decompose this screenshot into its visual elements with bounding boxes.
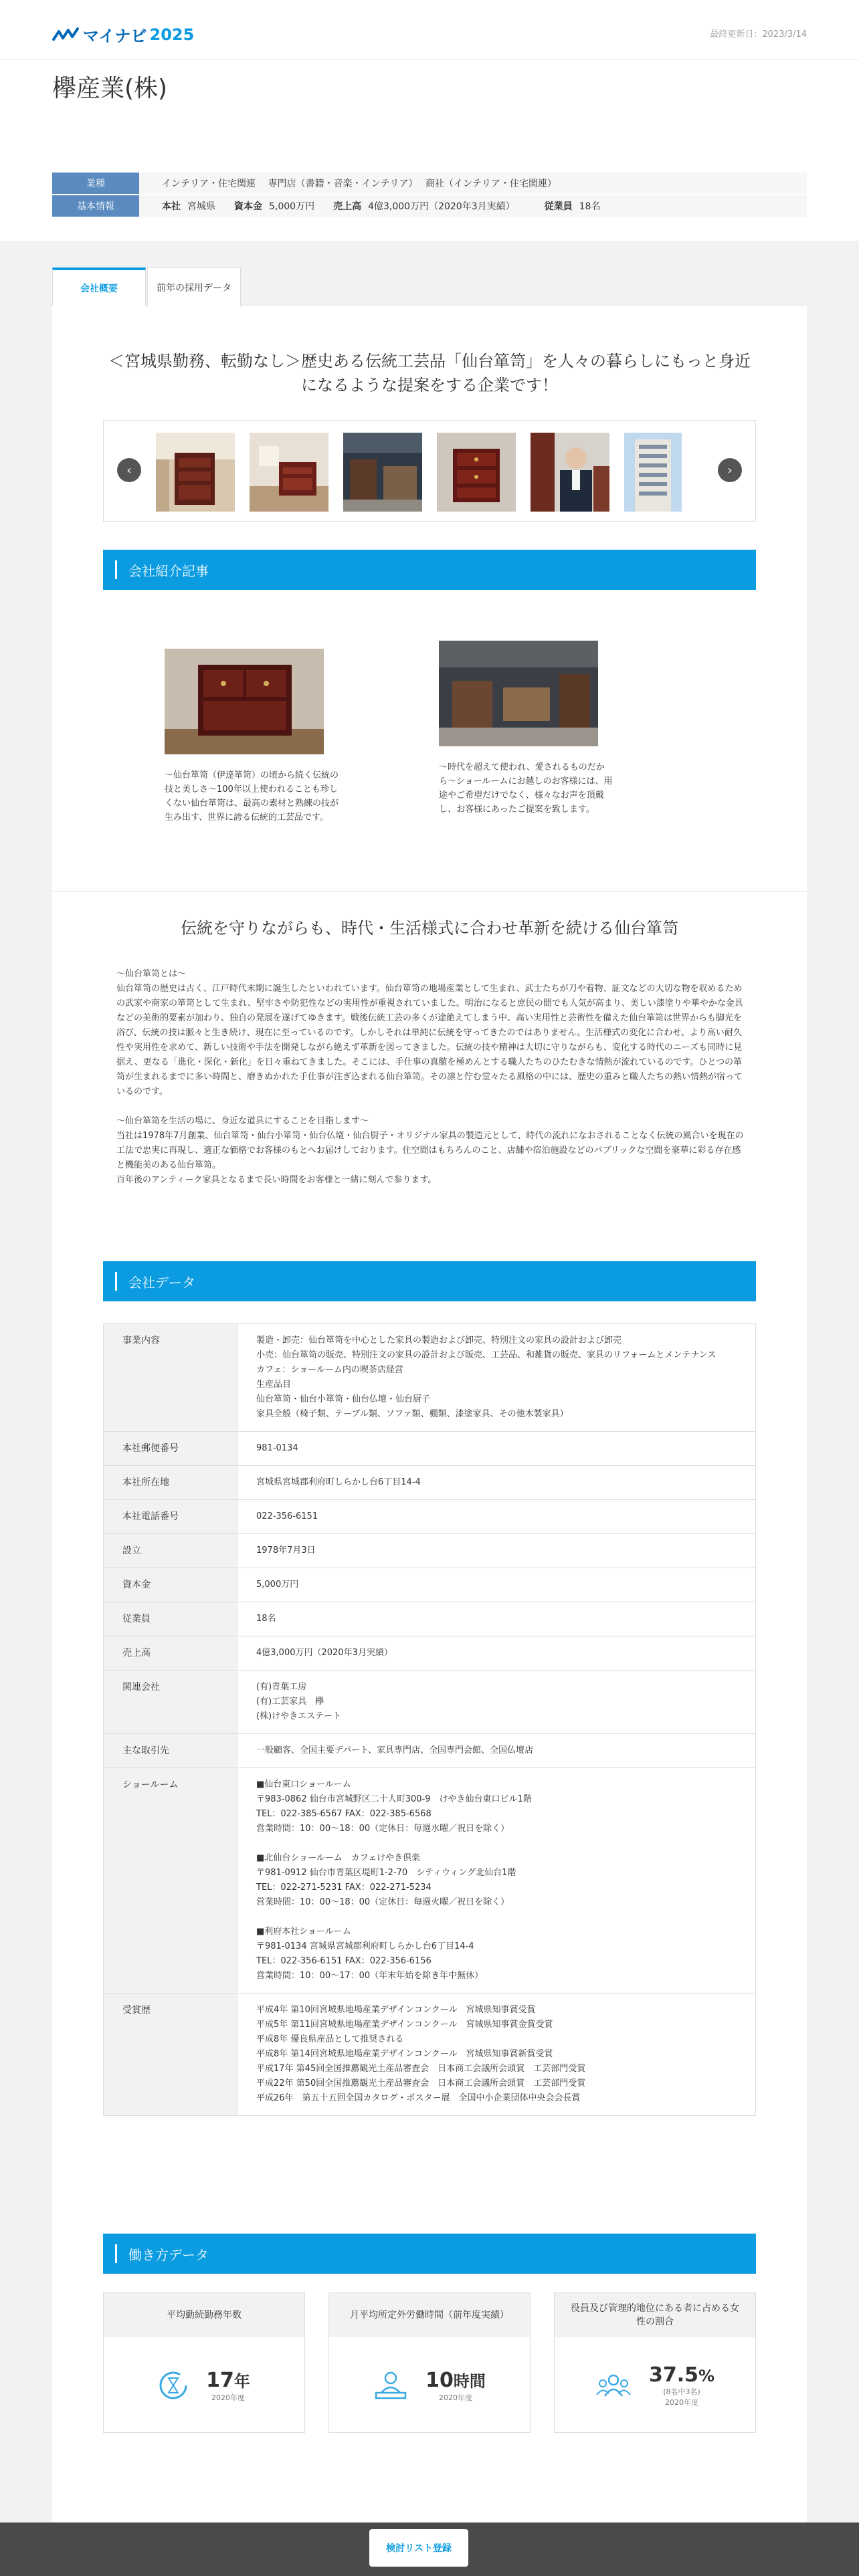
company-data-value: 022-356-6151: [237, 1500, 756, 1534]
footer-bar: [0, 2523, 859, 2576]
company-data-key: 関連会社: [104, 1671, 237, 1734]
company-data-key: 従業員: [104, 1602, 237, 1636]
article-text-2: 〜時代を超えて使われ、愛されるものだから〜ショールームにお越しのお客様には、用途やご希望だけでなく、様々なお声を頂戴し、お客様にあったご提案を致します。: [439, 762, 613, 815]
company-data-key: 事業内容: [104, 1324, 237, 1432]
add-to-list-button[interactable]: 検討リスト登録: [369, 2529, 468, 2567]
slider-prev-button[interactable]: [117, 458, 141, 482]
sales-value: 4億3,000万円（2020年3月実績）: [368, 201, 515, 212]
chevron-right-icon: ›: [727, 463, 733, 477]
slider-next-button[interactable]: [718, 458, 742, 482]
company-data-value: 981-0134: [237, 1432, 756, 1466]
company-name: 欅産業(株): [52, 75, 168, 102]
photo-staff[interactable]: [531, 433, 609, 512]
section-heading-intro: 会社紹介記事: [103, 550, 756, 590]
company-data-key: 主な取引先: [104, 1734, 237, 1768]
article-card-1[interactable]: [165, 649, 339, 825]
hourglass-icon: [158, 2370, 189, 2401]
company-data-key: 設立: [104, 1534, 237, 1568]
mynavi-logo-mark-icon: [52, 27, 79, 42]
company-data-row: [104, 1324, 756, 1432]
company-data-key: 売上高: [104, 1636, 237, 1671]
tab-company-overview[interactable]: 会社概要: [52, 267, 146, 306]
capital-value: 5,000万円: [269, 201, 315, 212]
photo-showroom[interactable]: [343, 433, 422, 512]
company-data-row: [104, 1534, 756, 1568]
people-group-icon: [595, 2372, 632, 2399]
work-unit: 年: [233, 2372, 250, 2391]
industry-label: 業種: [52, 173, 139, 194]
work-sub: 2020年度: [439, 2393, 472, 2402]
company-data-value: 18名: [237, 1602, 756, 1636]
company-data-key: 本社電話番号: [104, 1500, 237, 1534]
company-data-row: [104, 1671, 756, 1734]
logo-text: マイナビ: [83, 27, 147, 45]
work-card-label: 月平均所定外労働時間（前年度実績）: [329, 2293, 530, 2337]
company-data-key: 本社郵便番号: [104, 1432, 237, 1466]
company-data-key: 資本金: [104, 1568, 237, 1602]
industry-value: インテリア・住宅関連 専門店（書籍・音楽・インテリア） 商社（インテリア・住宅関連）: [162, 179, 557, 189]
company-data-value: 製造・卸売：仙台箪笥を中心とした家具の製造および卸売、特別注文の家具の設計および卸売 小売：仙台箪笥の販売、特別注文の家具の設計および販売、工芸品、和雑貨の販売、家具のリフォームとメンテナンス カフェ：ショールーム内の喫茶店経営 生産品目 仙台箪笥・仙台小箪笥・仙台仏壇・仙台厨子 家具全般（椅子類、テーブル類、ソファ類、棚類、漆塗家具、その他木製家具）: [237, 1324, 756, 1432]
work-value: 10: [425, 2369, 454, 2392]
employees-item: [545, 199, 601, 213]
industry-row: [52, 173, 807, 194]
company-data-row: [104, 1432, 756, 1466]
basic-info-row: [52, 195, 807, 217]
worker-desk-icon: [373, 2370, 408, 2401]
hq-key: 本社: [162, 201, 181, 212]
sales-key: 売上高: [333, 201, 362, 212]
company-data-value: 1978年7月3日: [237, 1534, 756, 1568]
company-data-value: 一般顧客、全国主要デパート、家具専門店、全国専門会館、全国仏壇店: [237, 1734, 756, 1768]
work-card-tenure: [103, 2292, 305, 2433]
photo-tansu-room[interactable]: [156, 433, 235, 512]
work-value: 37.5: [648, 2363, 698, 2387]
work-sub: (8名中3名) 2020年度: [663, 2387, 700, 2407]
catch-copy: ＜宮城県勤務、転勤なし＞歴史ある伝統工芸品「仙台箪笥」を人々の暮らしにもっと身近になるような提案をする企業です！: [108, 352, 751, 395]
hq-item: [162, 199, 215, 213]
company-data-value: 平成4年 第10回宮城県地場産業デザインコンクール 宮城県知事賞受賞 平成5年 第11回宮城県地場産業デザインコンクール 宮城県知事賞金賞受賞 平成8年 優良県産品として推奨される 平成8年 第14回宮城県地場産業デザインコンクール 宮城県知事賞新賞受賞 平成17年 第45回全国推薦観光土産品審査会 日本商工会議所会頭賞 工芸部門受賞 平成22年 第50回全国推薦観光土産品審査会 日本商工会議所会頭賞 工芸部門受賞 平成26年 第五十五回全国カタログ・ポスター展 全国中小企業団体中央会会長賞: [237, 1994, 756, 2116]
work-sub: 2020年度: [211, 2393, 245, 2402]
work-card-label: 平均勤続勤務年数: [104, 2293, 304, 2337]
work-data-cards: [103, 2292, 756, 2433]
company-data-row: [104, 1994, 756, 2116]
photo-slider: [103, 420, 756, 522]
mynavi-logo[interactable]: [52, 23, 194, 46]
company-data-row: [104, 1602, 756, 1636]
work-value: 17: [206, 2369, 234, 2392]
photo-building[interactable]: [624, 433, 682, 512]
company-data-value: (有)青葉工房 (有)工芸家具 欅 (株)けやきエステート: [237, 1671, 756, 1734]
section-heading-company-data: 会社データ: [103, 1261, 756, 1301]
summary-table: [52, 173, 807, 218]
company-overview-panel: [52, 306, 807, 2544]
photo-tansu-interior[interactable]: [250, 433, 328, 512]
company-data-value: 5,000万円: [237, 1568, 756, 1602]
logo-year: 2025: [149, 25, 195, 44]
chevron-left-icon: ‹: [126, 463, 132, 477]
capital-item: [234, 199, 314, 213]
article-photo-2: [439, 641, 598, 746]
company-data-value: 宮城県宮城郡利府町しらかし台6丁目14-4: [237, 1466, 756, 1500]
article-photo-1: [165, 649, 324, 754]
basic-info-label: 基本情報: [52, 195, 139, 217]
header: [0, 0, 859, 241]
company-data-value: 4億3,000万円（2020年3月実績）: [237, 1636, 756, 1671]
company-data-row: [104, 1636, 756, 1671]
company-data-row: [104, 1568, 756, 1602]
company-data-key: ショールーム: [104, 1768, 237, 1994]
last-updated: 最終更新日：2023/3/14: [710, 29, 807, 39]
capital-key: 資本金: [234, 201, 262, 212]
article-card-2[interactable]: [439, 641, 613, 817]
hq-value: 宮城県: [187, 201, 215, 212]
content-tabs: [52, 267, 242, 306]
section-heading-work-data: 働き方データ: [103, 2234, 756, 2274]
sales-item: [333, 199, 515, 213]
employees-key: 従業員: [544, 201, 573, 212]
work-card-overtime: [328, 2292, 531, 2433]
company-data-row: [104, 1768, 756, 1994]
company-data-row: [104, 1466, 756, 1500]
company-data-row: [104, 1734, 756, 1768]
work-card-label: 役員及び管理的地位にある者に占める女性の割合: [555, 2293, 755, 2337]
tab-last-year-recruit-data[interactable]: 前年の採用データ: [147, 267, 241, 306]
company-data-value: ■仙台東口ショールーム 〒983-0862 仙台市宮城野区二十人町300-9 けやき仙台東口ビル1階 TEL：022-385-6567 FAX：022-385-6568 営業時間：10：00〜18：00（定休日：毎週水曜／祝日を除く） ■北仙台ショールーム カフェけやき倶楽 〒981-0912 仙台市青葉区堤町1-2-70 シティウィング北仙台1階 TEL：022-271-5231 FAX：022-271-5234 営業時間：10：00〜18：00（定休日：毎週火曜／祝日を除く） ■利府本社ショールーム 〒981-0134 宮城県宮城郡利府町しらかし台6丁目14-4 TEL：022-356-6151 FAX：022-356-6156 営業時間：10：00〜17：00（年末年始を除き年中無休）: [237, 1768, 756, 1994]
header-divider: [0, 59, 859, 60]
work-card-women-managers: [554, 2292, 756, 2433]
company-data-row: [104, 1500, 756, 1534]
article-body: 〜仙台箪笥とは〜 仙台箪笥の歴史は古く、江戸時代末期に誕生したといわれています。仙台箪笥の地場産業として生まれ、武士たちが刀や着物、証文などの大切な物を収めるための武家や商家の箪笥として生まれ、堅牢さや防犯性などの実用性が重視されていました。明治になると庶民の間でも人気が高まり、美しい漆塗りや華やかな金具などの美術的要素が加わり、独自の発展を遂げてゆきます。戦後伝統工芸の多くが途絶えてしまう中、高い実用性と芸術性を備えた仙台箪笥は世界からも脚光を浴び、伝統の技は脈々と生き続け、現在に至っているのです。しかしそれは単純に伝統を守ってきたのではありません。生活様式の変化に合わせ、より高い耐久性や実用性を求めて、新しい技術や手法を開発しながら絶えず革新を図ってきました。伝統の技や精神は大切に守りながらも、変化する時代のニーズも同時に見据え、更なる「進化・深化・新化」を日々重ねてきました。そこには、手仕事の真髄を極めんとする職人たちのひたむきな情熱が流れているのです。ひとつの箪笥が生まれるまでに多い時間と、磨きぬかれた手仕事が注ぎ込まれる仙台箪笥。その凛と佇む堂々たる風格の中には、歴史の重みと職人たちの熱い情熱が宿っているのです。 〜仙台箪笥を生活の場に、身近な道具にすることを目指します〜 当社は1978年7月創業、仙台箪笥・仙台小箪笥・仙台仏壇・仙台厨子・オリジナル家具の製造元として、時代の流れになおされることなく伝統の風合いを現在の工法で忠実に再現し、適正な価格でお客様のもとへお届けしております。住空間はもちろんのこと、店舗や宿泊施設などのパブリックな空間を豪華に彩る存在感と機能美のある仙台箪笥。 百年後のアンティーク家具となるまで長い時間をお客様と一緒に刻んで参ります。: [116, 969, 744, 1185]
work-unit: 時間: [453, 2372, 486, 2391]
company-data-key: 受賞歴: [104, 1994, 237, 2116]
article-text-1: 〜仙台箪笥（伊達箪笥）の頃から続く伝統の技と美しさ〜100年以上使われることも珍しくない仙台箪笥は、最高の素材と熟練の技が生み出す、世界に誇る伝統的工芸品です。: [165, 770, 339, 823]
company-data-table: [103, 1323, 756, 2116]
work-unit: %: [698, 2366, 715, 2385]
company-data-key: 本社所在地: [104, 1466, 237, 1500]
employees-value: 18名: [579, 201, 601, 212]
article-subtitle: 伝統を守りながらも、時代・生活様式に合わせ革新を続ける仙台箪笥: [181, 919, 678, 938]
photo-red-tansu[interactable]: [437, 433, 516, 512]
basic-info-value: [139, 199, 600, 213]
